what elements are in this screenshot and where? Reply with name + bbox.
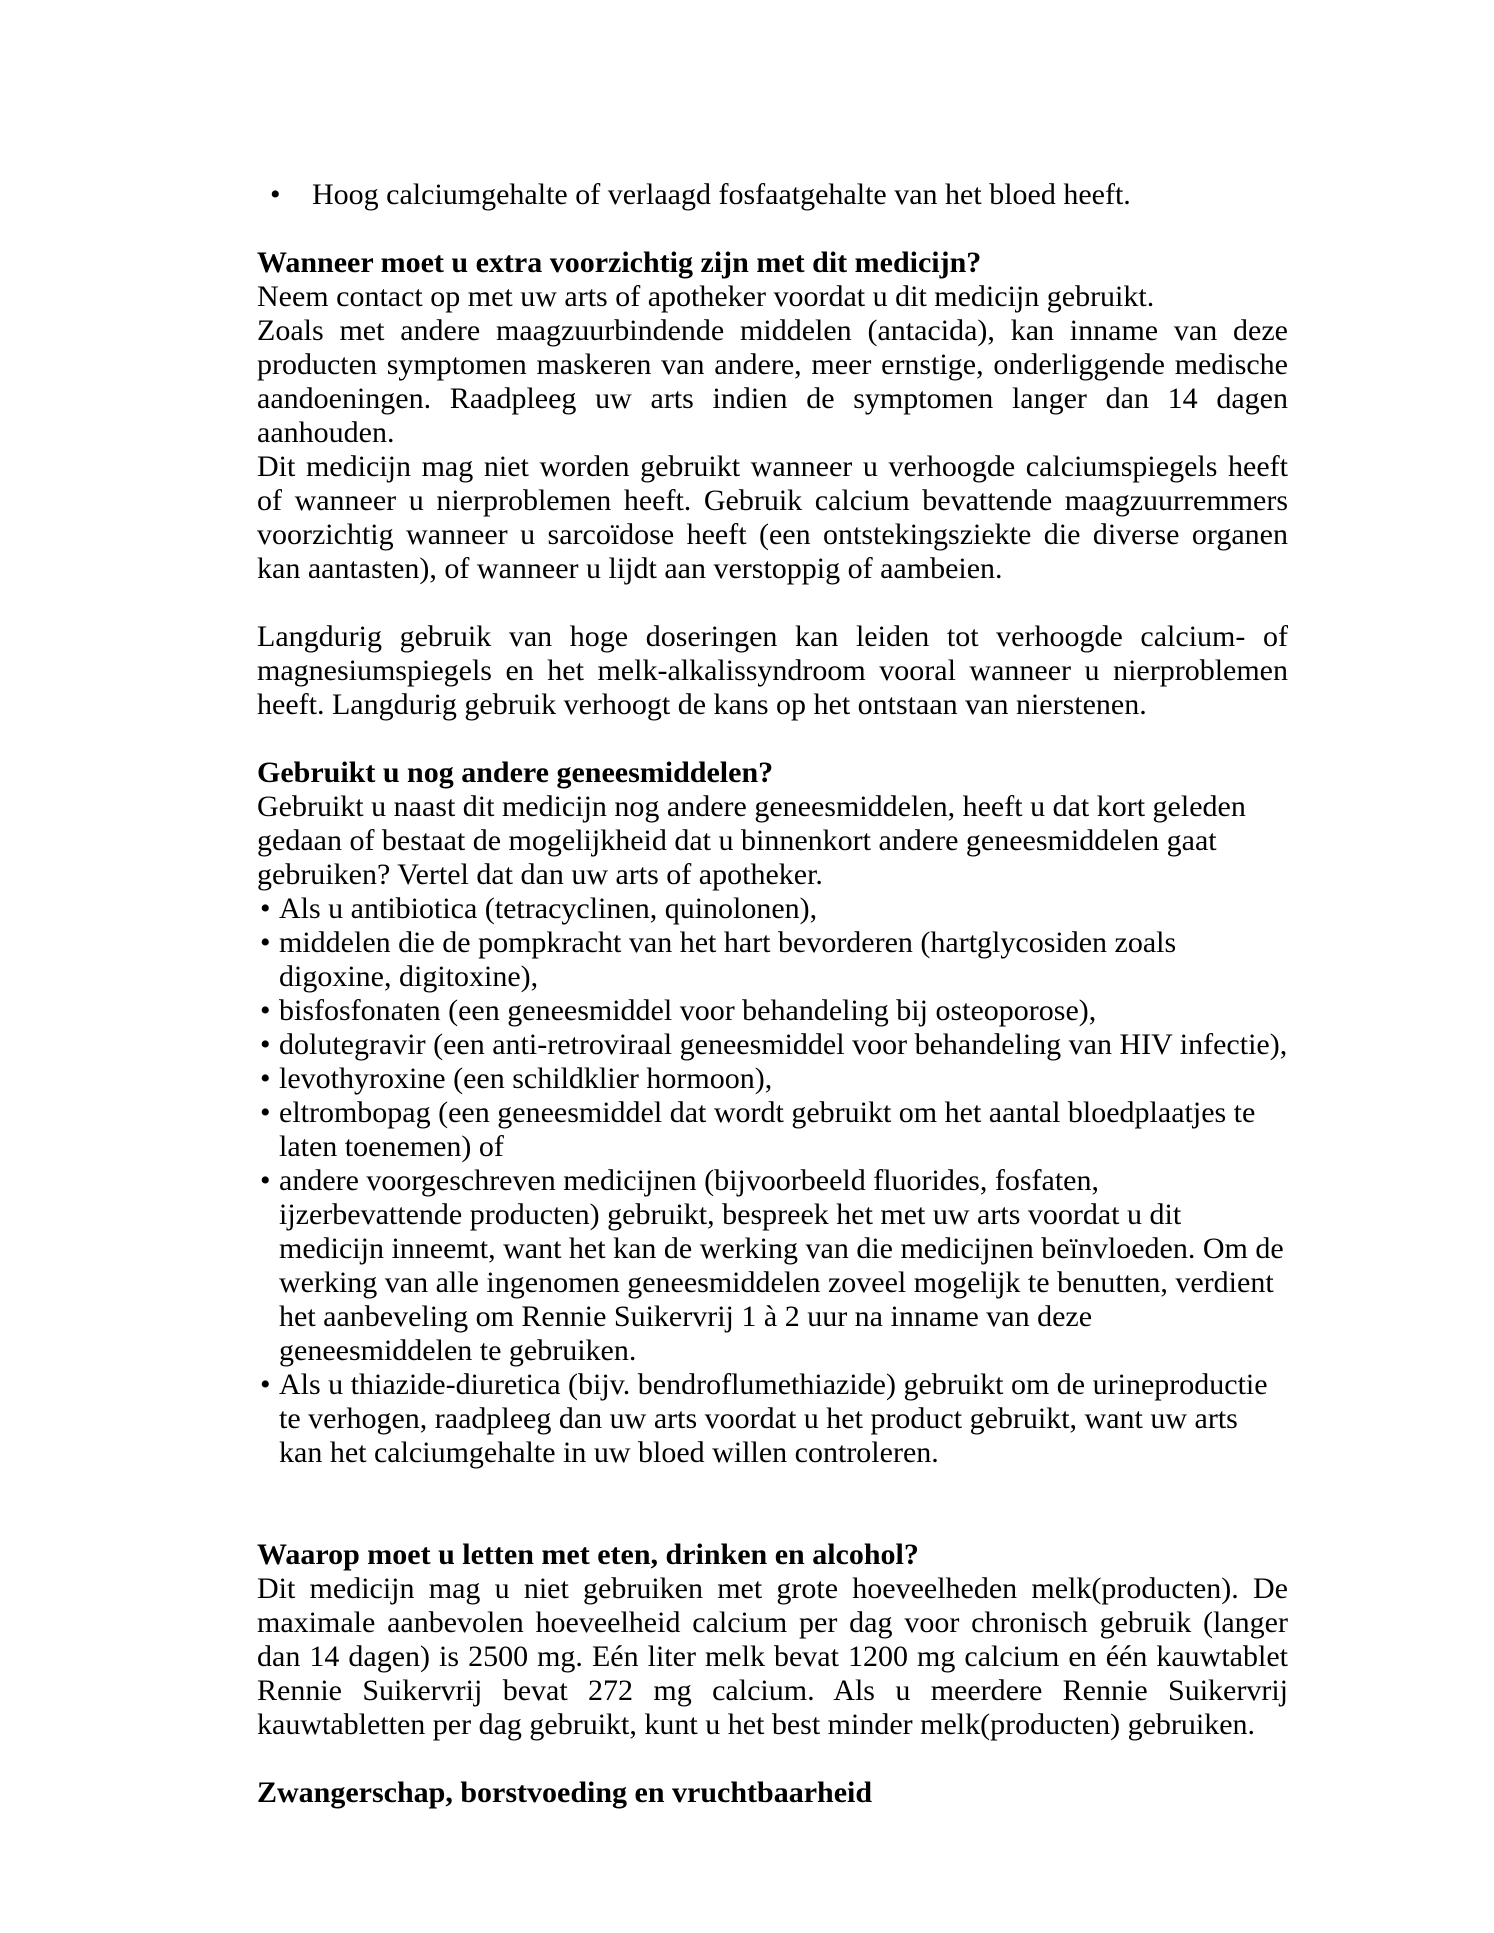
intro-bullet-text: Hoog calciumgehalte of verlaagd fosfaatgehalte van het bloed heeft. — [312, 178, 1131, 211]
section-heading-eten-drinken: Waarop moet u letten met eten, drinken en alcohol? — [257, 1538, 919, 1571]
paragraph-neem-contact: Neem contact op met uw arts of apotheker voordat u dit medicijn gebruikt. — [257, 280, 1155, 313]
bullet-icon: • — [260, 926, 271, 959]
paragraph-melk: Dit medicijn mag u niet gebruiken met grote hoeveelheden melk(producten). De maximale aanbevolen hoeveelheid calcium per dag voor chronisch gebruik (langer dan 14 dagen) is 2500 mg. Eén liter melk bevat 1200 mg calcium en één kauwtablet Rennie Suikervrij bevat 272 mg calcium. Als u meerdere Rennie Suikervrij kauwtabletten per dag gebruikt, kunt u het best minder melk(producten) gebruiken. — [257, 1572, 1288, 1741]
bullet-icon: • — [260, 1164, 271, 1197]
list-item-text: Als u antibiotica (tetracyclinen, quinolonen), — [279, 892, 818, 925]
bullet-icon: • — [270, 178, 281, 211]
section-heading-voorzichtig: Wanneer moet u extra voorzichtig zijn met dit medicijn? — [257, 246, 982, 279]
bullet-icon: • — [260, 1096, 271, 1129]
bullet-icon: • — [260, 892, 271, 925]
section-heading-zwangerschap: Zwangerschap, borstvoeding en vruchtbaarheid — [257, 1776, 873, 1809]
list-item — [257, 892, 1288, 926]
list-item — [257, 994, 1288, 1028]
intro-bullet-item — [257, 178, 1288, 212]
list-item-text: levothyroxine (een schildklier hormoon), — [279, 1062, 773, 1095]
bullet-icon: • — [260, 1028, 271, 1061]
medicine-interaction-list — [257, 892, 1288, 1470]
bullet-icon: • — [260, 994, 271, 1027]
list-item — [257, 1028, 1288, 1062]
bullet-icon: • — [260, 1062, 271, 1095]
section-heading-geneesmiddelen: Gebruikt u nog andere geneesmiddelen? — [257, 756, 774, 789]
list-item-text: middelen die de pompkracht van het hart bevorderen (hartglycosiden zoals digoxine, digitoxine), — [279, 926, 1177, 993]
list-item — [257, 1164, 1288, 1368]
paragraph-antacida: Zoals met andere maagzuurbindende middelen (antacida), kan inname van deze producten symptomen maskeren van andere, meer ernstige, onderliggende medische aandoeningen. Raadpleeg uw arts indien de symptomen langer dan 14 dagen aanhouden. — [257, 314, 1288, 449]
bullet-icon: • — [260, 1368, 271, 1401]
list-item-text: dolutegravir (een anti-retroviraal geneesmiddel voor behandeling van HIV infectie), — [279, 1028, 1288, 1061]
list-item-text: andere voorgeschreven medicijnen (bijvoorbeeld fluorides, fosfaten, ijzerbevattende producten) gebruikt, bespreek het met uw arts voordat u dit medicijn inneemt, want het kan de werking van die medicijnen beïnvloeden. Om de werking van alle ingenomen geneesmiddelen zoveel mogelijk te benutten, verdient het aanbeveling om Rennie Suikervrij 1 à 2 uur na inname van deze geneesmiddelen te gebruiken. — [279, 1164, 1284, 1367]
paragraph-calciumspiegels: Dit medicijn mag niet worden gebruikt wanneer u verhoogde calciumspiegels heeft of wanneer u nierproblemen heeft. Gebruik calcium bevattende maagzuurremmers voorzichtig wanneer u sarcoïdose heeft (een ontstekingsziekte die diverse organen kan aantasten), of wanneer u lijdt aan verstoppig of aambeien. — [257, 450, 1288, 585]
list-item-text: Als u thiazide-diuretica (bijv. bendroflumethiazide) gebruikt om de urineproductie te verhogen, raadpleeg dan uw arts voordat u het product gebruikt, want uw arts kan het calciumgehalte in uw bloed willen controleren. — [279, 1368, 1268, 1469]
list-item — [257, 1062, 1288, 1096]
list-item-text: bisfosfonaten (een geneesmiddel voor behandeling bij osteoporose), — [279, 994, 1097, 1027]
paragraph-gebruikt-naast: Gebruikt u naast dit medicijn nog andere geneesmiddelen, heeft u dat kort geleden gedaan of bestaat de mogelijkheid dat u binnenkort andere geneesmiddelen gaat gebruiken? Vertel dat dan uw arts of apotheker. — [257, 790, 1246, 891]
list-item — [257, 1096, 1288, 1164]
list-item — [257, 1368, 1288, 1470]
list-item — [257, 926, 1288, 994]
list-item-text: eltrombopag (een geneesmiddel dat wordt gebruikt om het aantal bloedplaatjes te laten toenemen) of — [279, 1096, 1256, 1163]
paragraph-langdurig: Langdurig gebruik van hoge doseringen kan leiden tot verhoogde calcium- of magnesiumspiegels en het melk-alkalissyndroom vooral wanneer u nierproblemen heeft. Langdurig gebruik verhoogt de kans op het ontstaan van nierstenen. — [257, 620, 1288, 721]
